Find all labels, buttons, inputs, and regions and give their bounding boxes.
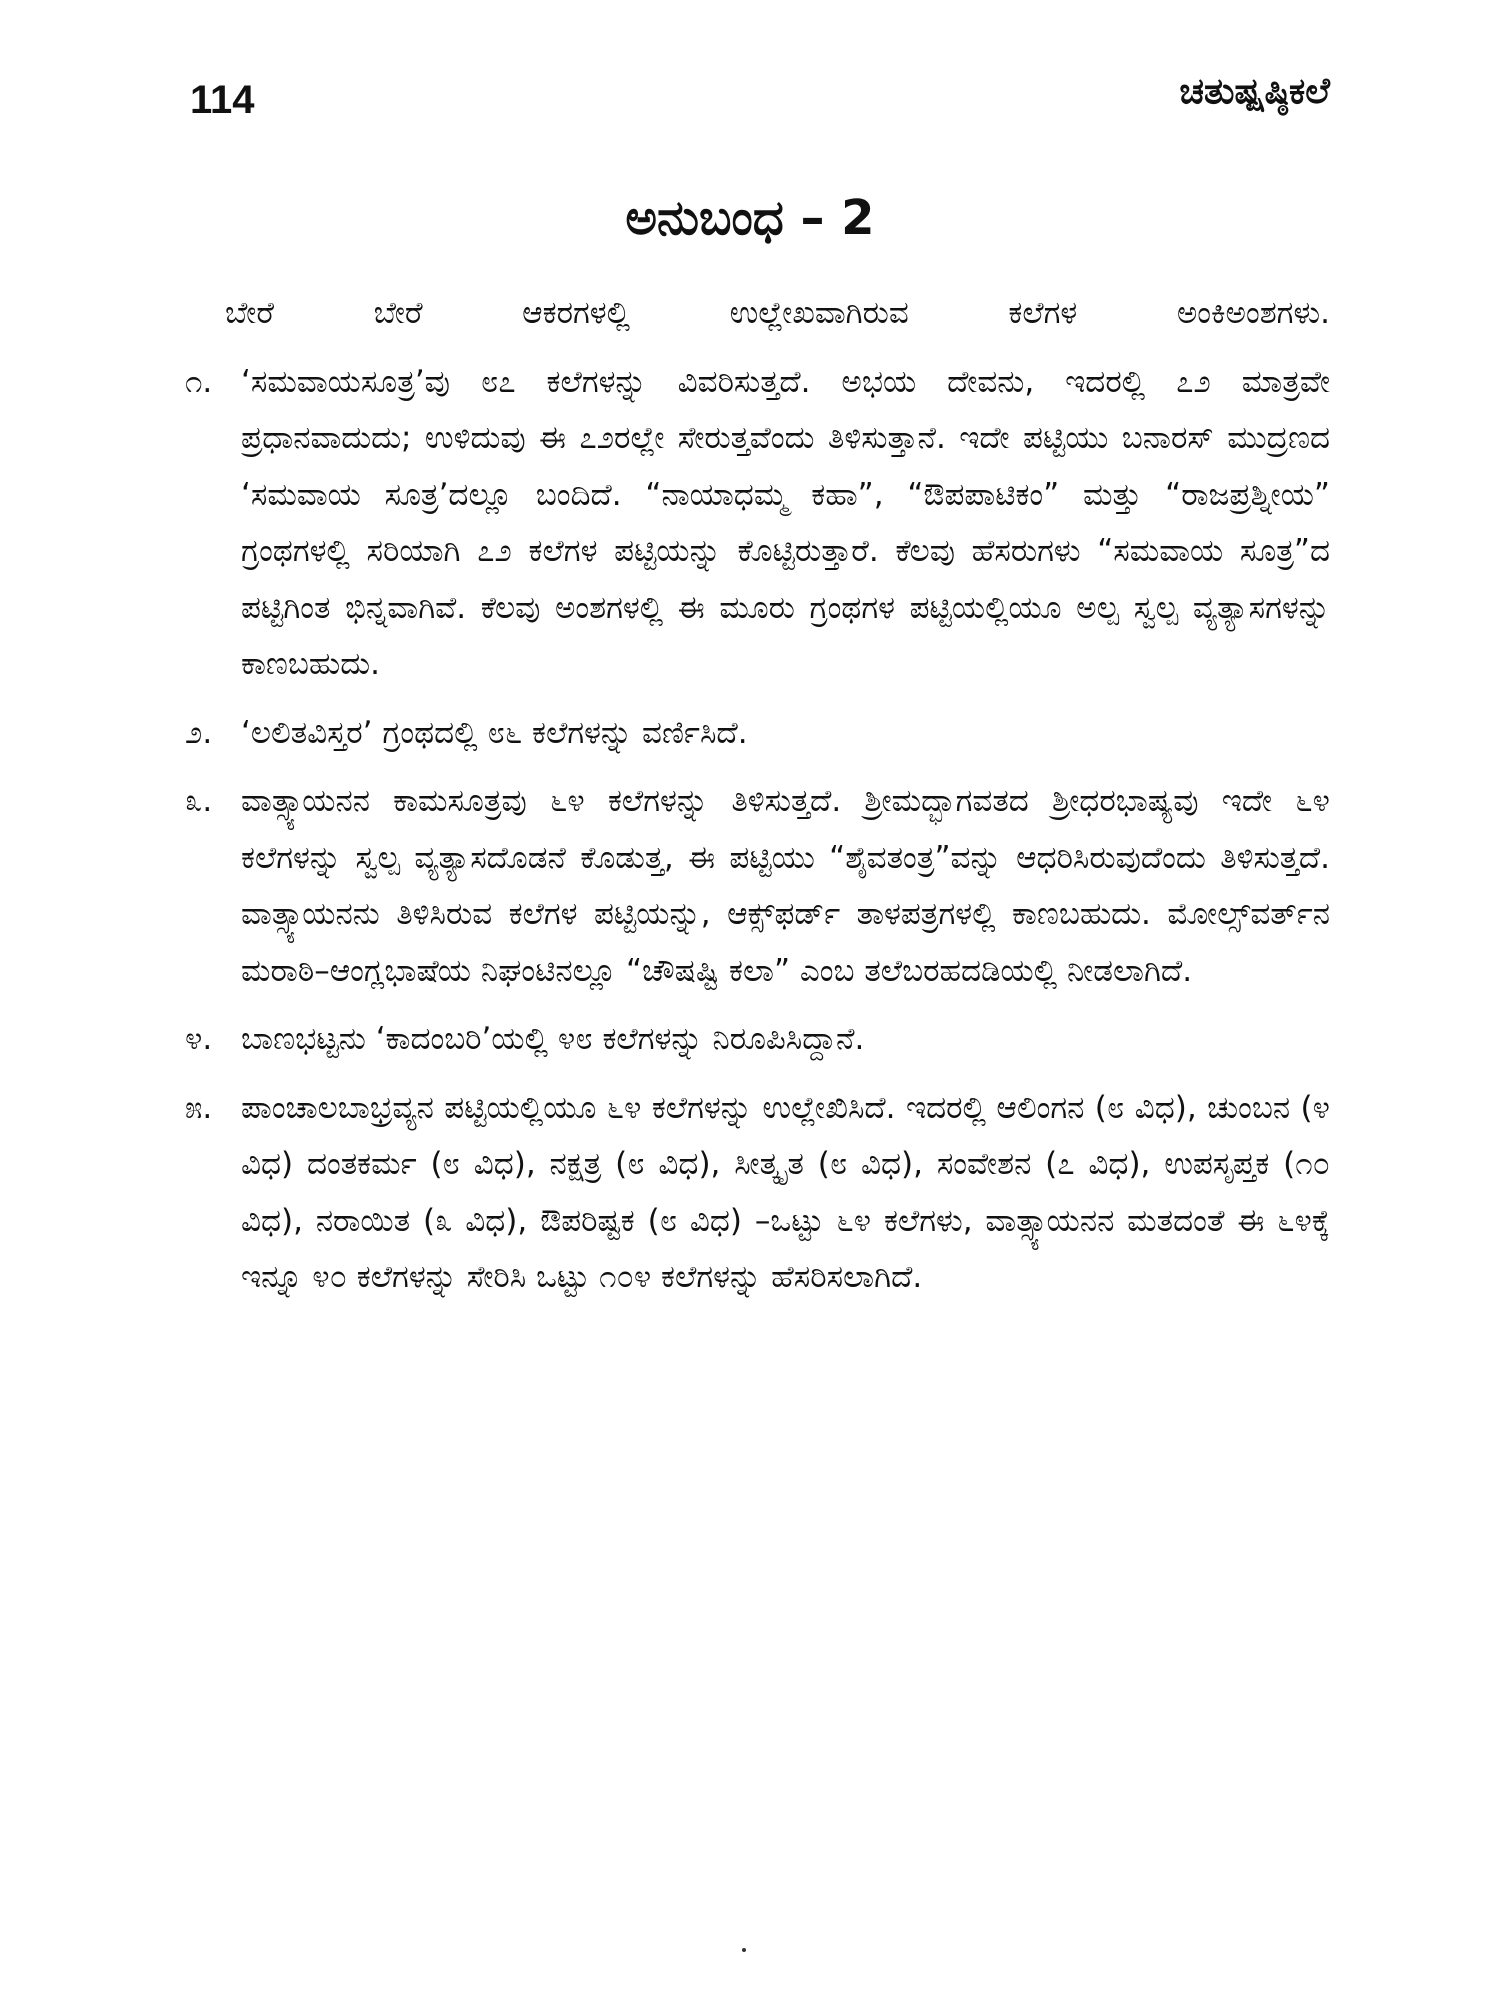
list-item bbox=[185, 354, 1330, 693]
list-item-text: ‘ಲಲಿತವಿಸ್ತರ’ ಗ್ರಂಥದಲ್ಲಿ ೮೬ ಕಲೆಗಳನ್ನು ವರ್ಣಿಸಿದೆ. bbox=[241, 714, 748, 751]
list-item-text: ‘ಸಮವಾಯಸೂತ್ರ’ವು ೮೭ ಕಲೆಗಳನ್ನು ವಿವರಿಸುತ್ತದೆ. ಅಭಯ ದೇವನು, ಇದರಲ್ಲಿ ೭೨ ಮಾತ್ರವೇ ಪ್ರಧಾನವಾದುದು; ಉಳಿದುವು ಈ ೭೨ರಲ್ಲೇ ಸೇರುತ್ತವೆಂದು ತಿಳಿಸುತ್ತಾನೆ. ಇದೇ ಪಟ್ಟಿಯು ಬನಾರಸ್ ಮುದ್ರಣದ ‘ಸಮವಾಯ ಸೂತ್ರ’ದಲ್ಲೂ ಬಂದಿದೆ. “ನಾಯಾಧಮ್ಮ ಕಹಾ”, “ಔಪಪಾಟಿಕಂ” ಮತ್ತು “ರಾಜಪ್ರಶ್ನೀಯ” ಗ್ರಂಥಗಳಲ್ಲಿ ಸರಿಯಾಗಿ ೭೨ ಕಲೆಗಳ ಪಟ್ಟಿಯನ್ನು ಕೊಟ್ಟಿರುತ್ತಾರೆ. ಕೆಲವು ಹೆಸರುಗಳು “ಸಮವಾಯ ಸೂತ್ರ”ದ ಪಟ್ಟಿಗಿಂತ ಭಿನ್ನವಾಗಿವೆ. ಕೆಲವು ಅಂಶಗಳಲ್ಲಿ ಈ ಮೂರು ಗ್ರಂಥಗಳ ಪಟ್ಟಿಯಲ್ಲಿಯೂ ಅಲ್ಪ ಸ್ವಲ್ಪ ವ್ಯತ್ಯಾಸಗಳನ್ನು ಕಾಣಬಹುದು. bbox=[241, 363, 1330, 682]
page-number: 114 bbox=[190, 78, 255, 122]
list-item-number: ೧. bbox=[185, 363, 213, 400]
list-item bbox=[185, 705, 1330, 762]
list-item-number: ೩. bbox=[185, 783, 213, 819]
appendix-heading: ಅನುಬಂಧ – 2 bbox=[625, 190, 875, 246]
list-item-number: ೪. bbox=[185, 1021, 213, 1057]
list-item-number: ೫. bbox=[185, 1089, 213, 1126]
list-item bbox=[185, 1080, 1330, 1306]
list-item-text: ಪಾಂಚಾಲಬಾಭ್ರವ್ಯನ ಪಟ್ಟಿಯಲ್ಲಿಯೂ ೬೪ ಕಲೆಗಳನ್ನು ಉಲ್ಲೇಖಿಸಿದೆ. ಇದರಲ್ಲಿ ಆಲಿಂಗನ (೮ ವಿಧ), ಚುಂಬನ (೪ ವಿಧ) ದಂತಕರ್ಮ (೮ ವಿಧ), ನಕ್ಷತ್ರ (೮ ವಿಧ), ಸೀತ್ಕೃತ (೮ ವಿಧ), ಸಂವೇಶನ (೭ ವಿಧ), ಉಪಸೃಪ್ತಕ (೧೦ ವಿಧ), ನರಾಯಿತ (೩ ವಿಧ), ಔಪರಿಷ್ಟಕ (೮ ವಿಧ) –ಒಟ್ಟು ೬೪ ಕಲೆಗಳು, ವಾತ್ಸ್ಯಾಯನನ ಮತದಂತೆ ಈ ೬೪ಕ್ಕೆ ಇನ್ನೂ ೪೦ ಕಲೆಗಳನ್ನು ಸೇರಿಸಿ ಒಟ್ಟು ೧೦೪ ಕಲೆಗಳನ್ನು ಹೆಸರಿಸಲಾಗಿದೆ. bbox=[241, 1089, 1330, 1295]
list-item-text: ವಾತ್ಸ್ಯಾಯನನ ಕಾಮಸೂತ್ರವು ೬೪ ಕಲೆಗಳನ್ನು ತಿಳಿಸುತ್ತದೆ. ಶ್ರೀಮದ್ಭಾಗವತದ ಶ್ರೀಧರಭಾಷ್ಯವು ಇದೇ ೬೪ ಕಲೆಗಳನ್ನು ಸ್ವಲ್ಪ ವ್ಯತ್ಯಾಸದೊಡನೆ ಕೊಡುತ್ತ, ಈ ಪಟ್ಟಿಯು “ಶೈವತಂತ್ರ”ವನ್ನು ಆಧರಿಸಿರುವುದೆಂದು ತಿಳಿಸುತ್ತದೆ. ವಾತ್ಸ್ಯಾಯನನು ತಿಳಿಸಿರುವ ಕಲೆಗಳ ಪಟ್ಟಿಯನ್ನು, ಆಕ್ಸ್‌ಫರ್ಡ್ ತಾಳಪತ್ರಗಳಲ್ಲಿ ಕಾಣಬಹುದು. ಮೋಲ್ಸ್‌ವರ್ತ್‌ನ ಮರಾಠಿ–ಆಂಗ್ಲಭಾಷೆಯ ನಿಘಂಟಿನಲ್ಲೂ “ಚೌಷಷ್ಟಿ ಕಲಾ” ಎಂಬ ತಲೆಬರಹದಡಿಯಲ್ಲಿ ನೀಡಲಾಗಿದೆ. bbox=[241, 783, 1330, 989]
page-header bbox=[190, 70, 1330, 130]
appendix-body bbox=[185, 285, 1330, 1318]
intro-paragraph: ಬೇರೆ ಬೇರೆ ಆಕರಗಳಲ್ಲಿ ಉಲ್ಲೇಖವಾಗಿರುವ ಕಲೆಗಳ ಅಂಕಿಅಂಶಗಳು. bbox=[225, 295, 1330, 331]
list-item-number: ೨. bbox=[185, 714, 213, 751]
footer-dot bbox=[742, 1948, 746, 1952]
running-title: ಚತುಷ್ಷಷ್ಠಿಕಲೆ bbox=[1179, 71, 1330, 112]
list-item bbox=[185, 1011, 1330, 1068]
list-item bbox=[185, 773, 1330, 999]
list-item-text: ಬಾಣಭಟ್ಟನು ‘ಕಾದಂಬರಿ’ಯಲ್ಲಿ ೪೮ ಕಲೆಗಳನ್ನು ನಿರೂಪಿಸಿದ್ದಾನೆ. bbox=[241, 1021, 865, 1057]
